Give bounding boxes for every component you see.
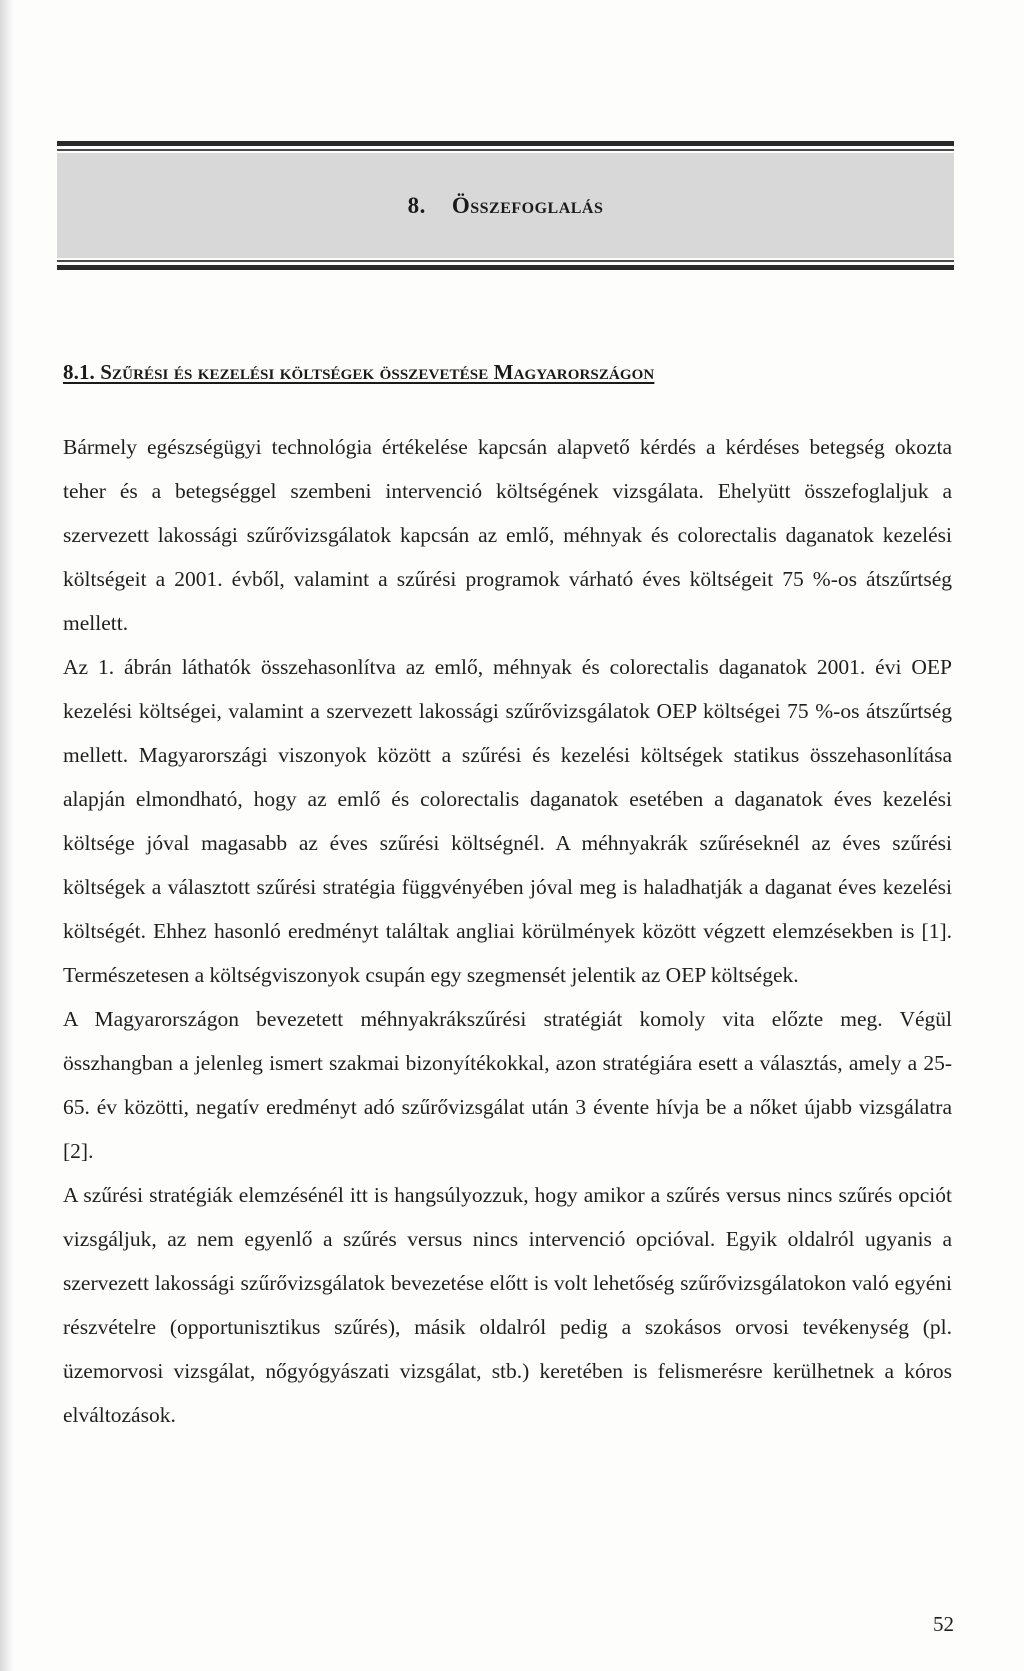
scan-edge-shadow <box>0 0 14 1671</box>
paragraph: Bármely egészségügyi technológia értékelése kapcsán alapvető kérdés a kérdéses betegség okozta teher és a betegséggel szembeni intervenció költségének vizsgálata. Ehelyütt összefoglaljuk a szervezett lakossági szűrővizsgálatok kapcsán az emlő, méhnyak és colorectalis daganatok kezelési költségeit a 2001. évből, valamint a szűrési programok várható éves költségeit 75 %-os átszűrtség mellett. <box>63 435 952 635</box>
chapter-title <box>57 153 954 258</box>
rule-top-thick <box>57 141 954 146</box>
paragraph: A Magyarországon bevezetett méhnyakrákszűrési stratégiát komoly vita előzte meg. Végül összhangban a jelenleg ismert szakmai bizonyítékokkal, azon stratégiára esett a választás, amely a 25-65. év közötti, negatív eredményt adó szűrővizsgálat után 3 évente hívja be a nőket újabb vizsgálatra [2]. <box>63 1007 952 1163</box>
chapter-heading-band <box>57 141 954 272</box>
rule-top-thin <box>57 149 954 151</box>
chapter-number: 8. <box>407 192 426 218</box>
rule-bottom-thin <box>57 260 954 262</box>
body-text <box>63 425 952 1437</box>
rule-bottom-thick <box>57 265 954 270</box>
section-heading: 8.1. Szűrési és kezelési költségek összevetése Magyarországon <box>63 360 655 384</box>
chapter-title-text: Összefoglalás <box>451 192 604 218</box>
page-number: 52 <box>933 1612 954 1636</box>
paragraph: Az 1. ábrán láthatók összehasonlítva az emlő, méhnyak és colorectalis daganatok 2001. évi OEP kezelési költségei, valamint a szervezett lakossági szűrővizsgálatok OEP költségei 75 %-os átszűrtség mellett. Magyarországi viszonyok között a szűrési és kezelési költségek statikus összehasonlítása alapján elmondható, hogy az emlő és colorectalis daganatok esetében a daganatok éves kezelési költsége jóval magasabb az éves szűrési költségnél. A méhnyakrák szűréseknél az éves szűrési költségek a választott szűrési stratégia függvényében jóval meg is haladhatják a daganat éves kezelési költségét. Ehhez hasonló eredményt találtak angliai körülmények között végzett elemzésekben is [1]. Természetesen a költségviszonyok csupán egy szegmensét jelentik az OEP költségek. <box>63 655 952 987</box>
paragraph: A szűrési stratégiák elemzésénél itt is hangsúlyozzuk, hogy amikor a szűrés versus nincs szűrés opciót vizsgáljuk, az nem egyenlő a szűrés versus nincs intervenció opcióval. Egyik oldalról ugyanis a szervezett lakossági szűrővizsgálatok bevezetése előtt is volt lehetőség szűrővizsgálatokon való egyéni részvételre (opportunisztikus szűrés), másik oldalról pedig a szokásos orvosi tevékenység (pl. üzemorvosi vizsgálat, nőgyógyászati vizsgálat, stb.) keretében is felismerésre kerülhetnek a kóros elváltozások. <box>63 1183 952 1427</box>
